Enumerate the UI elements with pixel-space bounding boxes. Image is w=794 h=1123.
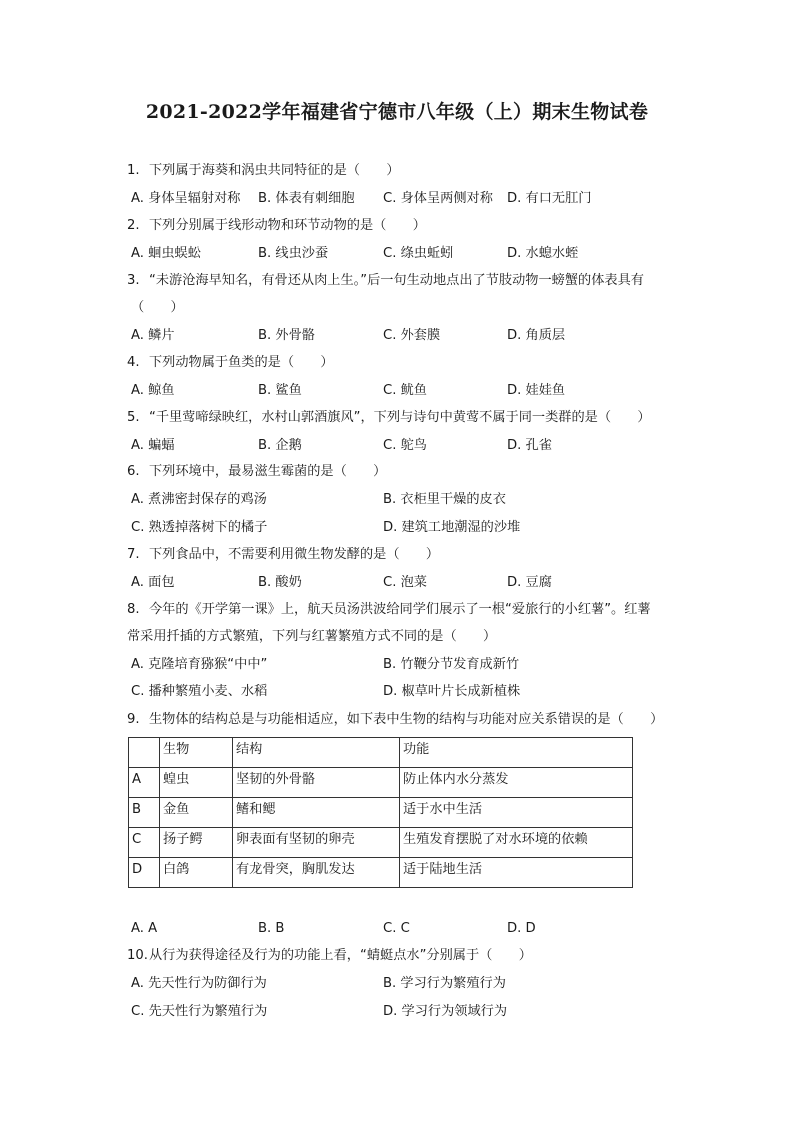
option-d: D. 角质层 [507,328,566,343]
question-stem: 下列属于海葵和涡虫共同特征的是（ ） [149,163,400,178]
table-row [129,858,633,888]
table-header-cell: 结构 [233,738,400,768]
table-cell: 生殖发育摆脱了对水环境的依赖 [400,828,633,858]
option-c: C. 播种繁殖小麦、水稻 [131,684,268,699]
question-6 [127,463,386,481]
option-b: B. 学习行为繁殖行为 [383,976,506,991]
question-2 [127,217,426,235]
option-d: D. D [507,921,536,936]
option-d: D. 学习行为领域行为 [383,1004,508,1019]
question-stem: 从行为获得途径及行为的功能上看，“蜻蜓点水”分别属于（ ） [149,948,532,963]
question-stem: 下列环境中，最易滋生霉菌的是（ ） [149,464,387,479]
option-d: D. 豆腐 [507,575,552,590]
table-cell: 坚韧的外骨骼 [233,768,400,798]
question-stem: 下列分别属于线形动物和环节动物的是（ ） [149,218,426,233]
option-b: B. 竹鞭分节发育成新竹 [383,657,520,672]
option-a: A. 鳞片 [131,328,175,343]
option-b: B. 鲨鱼 [258,383,302,398]
option-a: A. 蛔虫蜈蚣 [131,246,201,261]
option-a: A. 身体呈辐射对称 [131,191,241,206]
table-cell: 有龙骨突，胸肌发达 [233,858,400,888]
question-number: 3. [127,273,140,288]
option-d: D. 有口无肛门 [507,191,592,206]
option-b: B. B [258,921,285,936]
option-a: A. 鲸鱼 [131,383,175,398]
option-d: D. 孔雀 [507,438,552,453]
option-c: C. 熟透掉落树下的橘子 [131,520,268,535]
option-c: C. 外套膜 [383,328,441,343]
option-d: D. 椒草叶片长成新植株 [383,684,521,699]
option-c: C. 泡菜 [383,575,427,590]
option-a: A. 面包 [131,575,175,590]
question-3-continuation: （ ） [131,300,184,315]
option-a: A. 煮沸密封保存的鸡汤 [131,492,267,507]
question-8 [127,601,651,619]
question-1 [127,162,400,180]
question-9 [127,711,663,729]
question-stem: 今年的《开学第一课》上，航天员汤洪波给同学们展示了一根“爱旅行的小红薯”。红薯 [149,602,651,617]
table-header-cell: 生物 [160,738,233,768]
table-cell: 鳍和鳃 [233,798,400,828]
table-row [129,828,633,858]
table-row [129,768,633,798]
option-a: A. A [131,921,158,936]
question-number: 9. [127,712,140,727]
option-b: B. 酸奶 [258,575,302,590]
question-7 [127,546,439,564]
table-cell: 白鸽 [160,858,233,888]
option-d: D. 建筑工地潮湿的沙堆 [383,520,521,535]
question-4 [127,354,334,372]
table-cell: 适于水中生活 [400,798,633,828]
table-cell: C [129,828,160,858]
question-number: 7. [127,547,140,562]
structure-function-table [128,737,633,888]
question-number: 10. [127,948,148,963]
option-c: C. 鱿鱼 [383,383,427,398]
question-number: 5. [127,410,140,425]
table-cell: 卵表面有坚韧的卵壳 [233,828,400,858]
table-cell: B [129,798,160,828]
question-number: 1. [127,163,140,178]
question-stem: “千里莺啼绿映红，水村山郭酒旗风”，下列与诗句中黄莺不属于同一类群的是（ ） [149,410,651,425]
option-a: A. 克隆培育猕猴“中中” [131,657,268,672]
question-8-continuation: 常采用扦插的方式繁殖，下列与红薯繁殖方式不同的是（ ） [127,629,497,644]
page-title: 2021-2022学年福建省宁德市八年级（上）期末生物试卷 [145,101,649,123]
question-stem: 下列动物属于鱼类的是（ ） [149,355,334,370]
option-b: B. 线虫沙蚕 [258,246,329,261]
option-c: C. 先天性行为繁殖行为 [131,1004,268,1019]
table-cell: A [129,768,160,798]
question-number: 2. [127,218,140,233]
option-b: B. 衣柜里干燥的皮衣 [383,492,506,507]
option-c: C. C [383,921,410,936]
table-cell: 蝗虫 [160,768,233,798]
table-row [129,798,633,828]
table-cell: 金鱼 [160,798,233,828]
option-b: B. 企鹅 [258,438,302,453]
option-a: A. 蝙蝠 [131,438,175,453]
option-a: A. 先天性行为防御行为 [131,976,267,991]
table-cell: 扬子鳄 [160,828,233,858]
option-c: C. 身体呈两侧对称 [383,191,493,206]
question-3 [127,272,644,290]
question-number: 6. [127,464,140,479]
table-cell: D [129,858,160,888]
question-stem: 生物体的结构总是与功能相适应，如下表中生物的结构与功能对应关系错误的是（ ） [149,712,664,727]
question-5 [127,409,651,427]
question-number: 4. [127,355,140,370]
table-header-cell: 功能 [400,738,633,768]
option-b: B. 体表有刺细胞 [258,191,355,206]
question-stem: 下列食品中，不需要利用微生物发酵的是（ ） [149,547,440,562]
question-10 [127,947,532,965]
question-number: 8. [127,602,140,617]
table-header-row [129,738,633,768]
option-d: D. 水螅水蛭 [507,246,579,261]
question-stem: “未游沧海早知名，有骨还从肉上生。”后一句生动地点出了节肢动物一螃蟹的体表具有 [149,273,644,288]
option-b: B. 外骨骼 [258,328,315,343]
table-cell: 防止体内水分蒸发 [400,768,633,798]
table-cell: 适于陆地生活 [400,858,633,888]
option-d: D. 娃娃鱼 [507,383,566,398]
option-c: C. 鸵鸟 [383,438,427,453]
option-c: C. 绦虫蚯蚓 [383,246,454,261]
table-header-cell [129,738,160,768]
